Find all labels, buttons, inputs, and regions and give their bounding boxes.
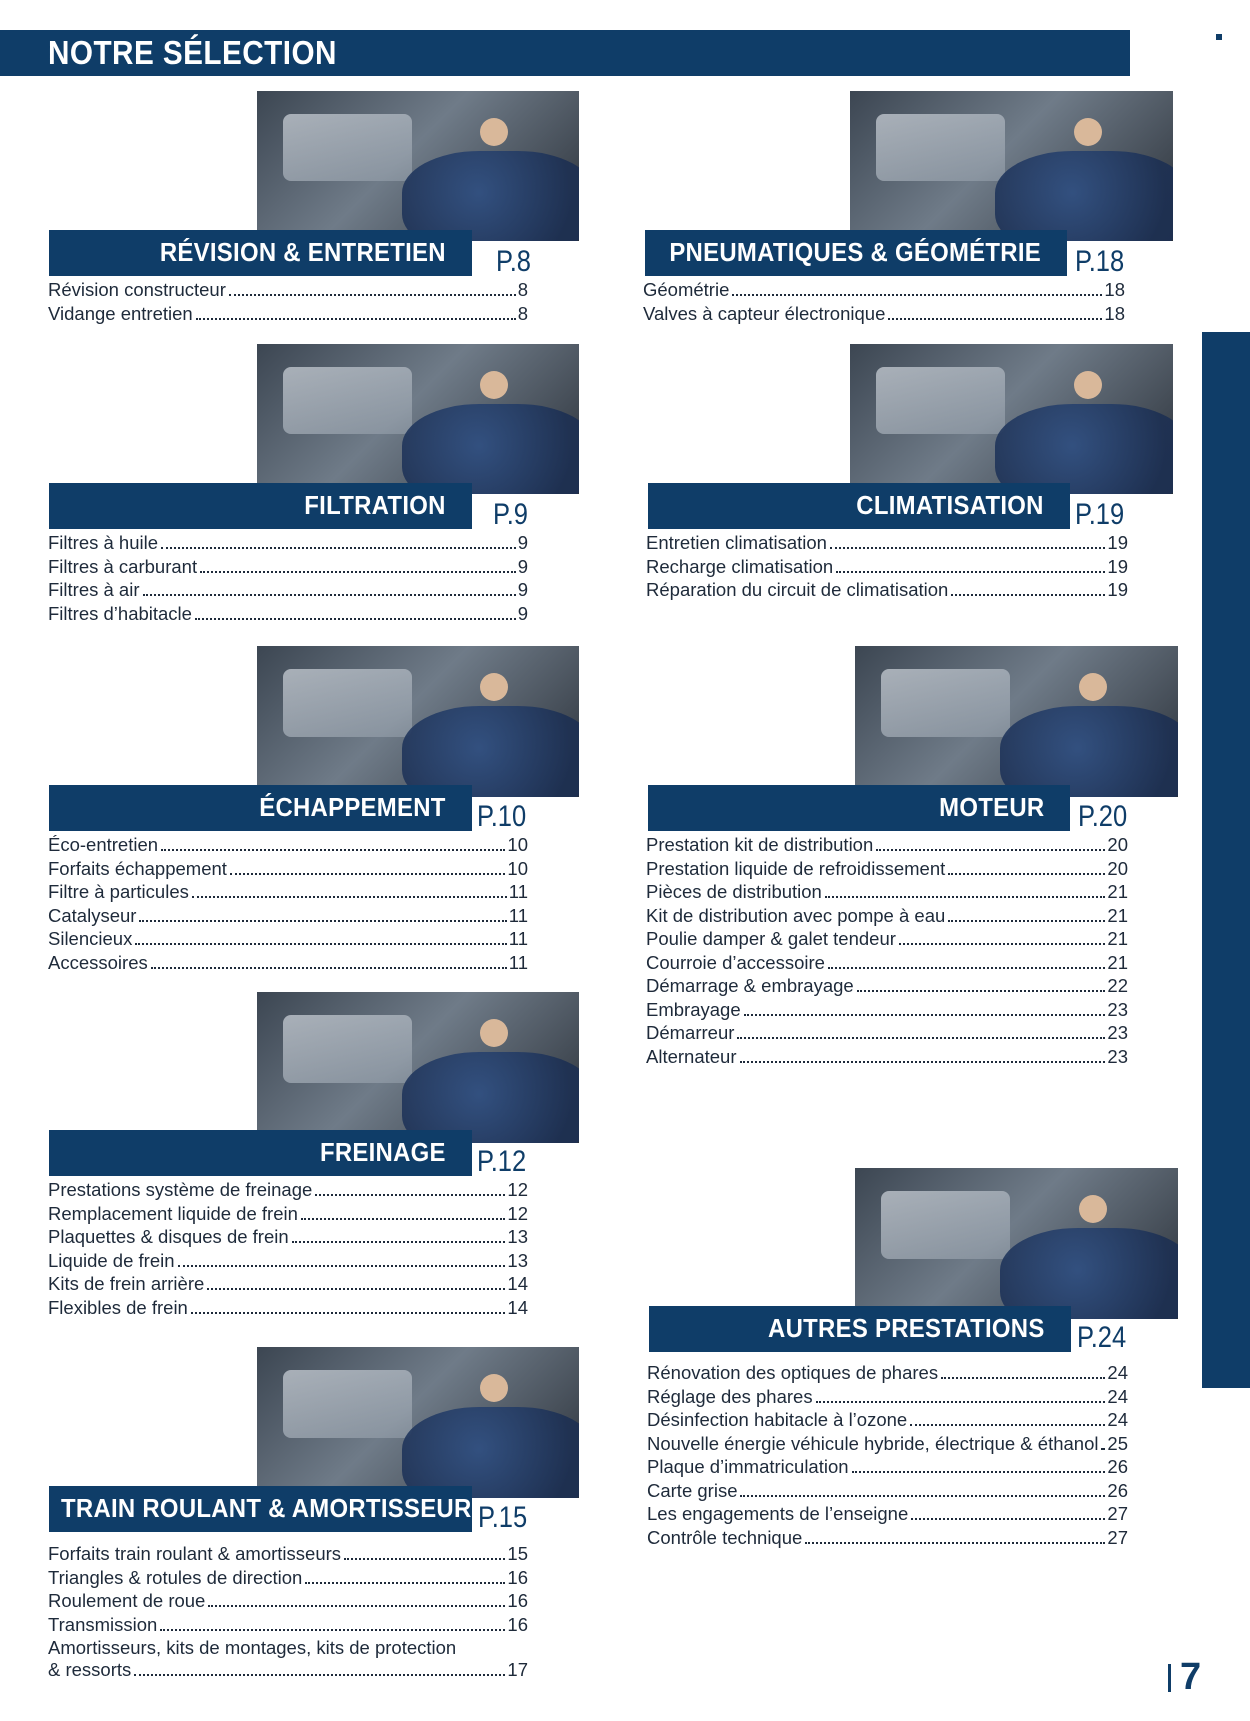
section-title-revision: RÉVISION & ENTRETIEN [160, 237, 446, 267]
photo-freinage [257, 992, 579, 1143]
item-label: Liquide de frein [48, 1249, 175, 1271]
page-title: NOTRE SÉLECTION [48, 34, 337, 71]
photo-pneumatiques [850, 91, 1173, 241]
list-item [48, 579, 528, 603]
item-page: 8 [517, 279, 528, 300]
item-page: 23 [1107, 1022, 1128, 1043]
item-page: 27 [1107, 1526, 1128, 1548]
item-page: 26 [1107, 1479, 1128, 1501]
item-page: 21 [1107, 881, 1128, 902]
item-label: Vidange entretien [48, 302, 193, 324]
item-page: 23 [1107, 998, 1128, 1020]
list-item [48, 1567, 528, 1591]
item-label: Forfaits train roulant & amortisseurs [48, 1543, 342, 1564]
item-page: 25 [1107, 1432, 1128, 1454]
item-label: Désinfection habitacle à l’ozone [647, 1409, 908, 1430]
photo-echappement [257, 646, 579, 797]
item-label: Démarreur [646, 1022, 735, 1043]
section-title-moteur: MOTEUR [938, 792, 1044, 822]
item-label: Nouvelle énergie véhicule hybride, électrique & éthanol [647, 1432, 1099, 1454]
list-item [646, 881, 1128, 905]
list-item [48, 858, 528, 882]
item-label: Embrayage [646, 998, 741, 1020]
page-ref-train: P.15 [478, 1501, 528, 1534]
item-label: Filtres à air [48, 579, 140, 600]
side-tab [1202, 332, 1250, 1388]
banner-climatisation [648, 483, 1070, 529]
list-item [647, 1456, 1128, 1480]
list-train [48, 1543, 528, 1683]
item-label: Accessoires [48, 951, 148, 973]
list-item [48, 928, 528, 952]
list-item [646, 834, 1128, 858]
item-page: 16 [507, 1590, 528, 1611]
photo-filtration [257, 344, 579, 494]
photo-train [257, 1347, 579, 1498]
banner-filtration [49, 483, 472, 529]
photo-autres [855, 1168, 1178, 1319]
item-label: Filtres à carburant [48, 555, 198, 577]
list-item [48, 1203, 528, 1227]
section-title-autres: AUTRES PRESTATIONS [768, 1313, 1045, 1343]
banner-pneumatiques [645, 230, 1067, 276]
item-page: 14 [507, 1296, 528, 1318]
page-ref-filtration: P.9 [493, 498, 528, 531]
banner-autres [649, 1306, 1071, 1352]
item-page: 24 [1107, 1362, 1128, 1383]
item-label: Kit de distribution avec pompe à eau [646, 904, 946, 926]
list-item [643, 303, 1125, 327]
section-title-echappement: ÉCHAPPEMENT [259, 792, 446, 822]
item-label: Contrôle technique [647, 1526, 803, 1548]
item-page: 16 [507, 1613, 528, 1635]
list-item [643, 279, 1125, 303]
item-page: 24 [1107, 1409, 1128, 1430]
item-label: Triangles & rotules de direction [48, 1566, 303, 1588]
item-label: Géométrie [643, 279, 730, 300]
item-page: 13 [507, 1249, 528, 1271]
photo-moteur [855, 646, 1178, 797]
page-ref-moteur: P.20 [1078, 800, 1128, 833]
item-page: 14 [507, 1273, 528, 1294]
item-page: 9 [517, 602, 528, 624]
list-item [647, 1480, 1128, 1504]
item-label: Kits de frein arrière [48, 1273, 205, 1294]
list-item [48, 532, 528, 556]
item-page: 18 [1104, 279, 1125, 300]
item-page: 27 [1107, 1503, 1128, 1524]
header-bar [0, 30, 1130, 76]
list-item [647, 1409, 1128, 1433]
page-ref-echappement: P.10 [477, 800, 527, 833]
section-title-train: TRAIN ROULANT & AMORTISSEURS [61, 1493, 488, 1523]
list-item [48, 881, 528, 905]
item-page: 24 [1107, 1385, 1128, 1407]
item-label: Valves à capteur électronique [643, 302, 886, 324]
item-label: Éco-entretien [48, 834, 159, 855]
section-title-filtration: FILTRATION [304, 490, 446, 520]
list-item [48, 905, 528, 929]
photo-revision [257, 91, 579, 241]
item-label: Réglage des phares [647, 1385, 813, 1407]
list-climatisation [646, 532, 1128, 603]
item-page: 19 [1107, 579, 1128, 600]
list-echappement [48, 834, 528, 975]
photo-climatisation [850, 344, 1173, 494]
list-item [48, 303, 528, 327]
item-label: Alternateur [646, 1045, 737, 1067]
item-page: 9 [517, 579, 528, 600]
item-label: Remplacement liquide de frein [48, 1202, 298, 1224]
item-page: 21 [1107, 951, 1128, 973]
item-label: Recharge climatisation [646, 555, 834, 577]
item-label: Pièces de distribution [646, 881, 822, 902]
list-item [48, 1250, 528, 1274]
list-item [646, 928, 1128, 952]
item-label: Flexibles de frein [48, 1296, 188, 1318]
item-page: 11 [508, 881, 528, 902]
item-page: 11 [508, 928, 528, 949]
item-label: Rénovation des optiques de phares [647, 1362, 939, 1383]
item-page: 10 [507, 857, 528, 879]
list-item [646, 858, 1128, 882]
banner-moteur [648, 785, 1070, 831]
list-item [646, 975, 1128, 999]
item-label: Plaquettes & disques de frein [48, 1226, 289, 1247]
page-ref-revision: P.8 [496, 245, 531, 278]
item-label: Silencieux [48, 928, 133, 949]
list-freinage [48, 1179, 528, 1320]
list-item [48, 556, 528, 580]
item-page: 9 [517, 532, 528, 553]
list-moteur [646, 834, 1128, 1069]
item-page: 16 [507, 1566, 528, 1588]
list-item [48, 1297, 528, 1321]
item-page: 10 [507, 834, 528, 855]
item-page: 21 [1107, 928, 1128, 949]
list-item [646, 1046, 1128, 1070]
item-label: Roulement de roue [48, 1590, 206, 1611]
item-label: Catalyseur [48, 904, 137, 926]
list-autres [647, 1362, 1128, 1550]
item-label: Filtre à particules [48, 881, 189, 902]
list-item [48, 1590, 528, 1614]
list-item [647, 1503, 1128, 1527]
corner-mark [1216, 34, 1222, 40]
page-ref-pneumatiques: P.18 [1075, 245, 1125, 278]
list-item [647, 1433, 1128, 1457]
item-label: Transmission [48, 1613, 158, 1635]
item-label: Réparation du circuit de climatisation [646, 579, 949, 600]
section-title-climatisation: CLIMATISATION [856, 490, 1044, 520]
page-number: 7 [1180, 1656, 1202, 1698]
list-item [646, 532, 1128, 556]
item-page: 18 [1104, 302, 1125, 324]
page-ref-autres: P.24 [1077, 1321, 1127, 1354]
list-item [646, 905, 1128, 929]
banner-echappement [49, 785, 472, 831]
page-ref-climatisation: P.19 [1075, 498, 1125, 531]
banner-train [49, 1486, 488, 1532]
item-label: Prestation liquide de refroidissement [646, 857, 946, 879]
section-title-freinage: FREINAGE [320, 1137, 446, 1167]
item-page: 12 [507, 1202, 528, 1224]
list-item [646, 999, 1128, 1023]
list-item [48, 279, 528, 303]
item-page: 19 [1107, 555, 1128, 577]
item-label: Prestation kit de distribution [646, 834, 874, 855]
item-label: Filtres à huile [48, 532, 159, 553]
list-item [647, 1362, 1128, 1386]
item-page: 8 [517, 302, 528, 324]
item-page: 26 [1107, 1456, 1128, 1477]
page-ref-freinage: P.12 [477, 1145, 527, 1178]
list-item [48, 1543, 528, 1567]
list-item [647, 1527, 1128, 1551]
item-page: 19 [1107, 532, 1128, 553]
banner-freinage [49, 1130, 472, 1176]
list-item [48, 834, 528, 858]
list-item [646, 556, 1128, 580]
item-label: Courroie d’accessoire [646, 951, 825, 973]
item-label: Les engagements de l’enseigne [647, 1503, 909, 1524]
list-pneumatiques [643, 279, 1125, 326]
list-item [48, 952, 528, 976]
list-item [48, 603, 528, 627]
item-label: Carte grise [647, 1479, 738, 1501]
item-page: 11 [508, 904, 528, 926]
item-page: 15 [507, 1543, 528, 1564]
list-item [48, 1614, 528, 1638]
item-page: 20 [1107, 857, 1128, 879]
list-item [48, 1226, 528, 1250]
item-page: 11 [508, 951, 528, 973]
item-label: Entretien climatisation [646, 532, 827, 553]
list-item [646, 952, 1128, 976]
list-item [647, 1386, 1128, 1410]
item-label: Prestations système de freinage [48, 1179, 313, 1200]
item-label: Poulie damper & galet tendeur [646, 928, 896, 949]
item-page: 9 [517, 555, 528, 577]
item-page: 13 [507, 1226, 528, 1247]
item-label: Démarrage & embrayage [646, 975, 854, 996]
list-item [48, 1273, 528, 1297]
list-item: Amortisseurs, kits de montages, kits de protection & ressorts 17 [48, 1637, 528, 1680]
item-page: 22 [1107, 975, 1128, 996]
item-label: Révision constructeur [48, 279, 226, 300]
banner-revision [49, 230, 472, 276]
item-label: Forfaits échappement [48, 857, 227, 879]
item-label: Filtres d’habitacle [48, 602, 192, 624]
item-page: 23 [1107, 1045, 1128, 1067]
item-label: Plaque d’immatriculation [647, 1456, 849, 1477]
list-filtration [48, 532, 528, 626]
item-page: 20 [1107, 834, 1128, 855]
list-item [48, 1179, 528, 1203]
item-page: 21 [1107, 904, 1128, 926]
section-title-pneumatiques: PNEUMATIQUES & GÉOMÉTRIE [669, 237, 1041, 267]
item-page: 12 [507, 1179, 528, 1200]
list-item [646, 1022, 1128, 1046]
list-item [646, 579, 1128, 603]
list-revision [48, 279, 528, 326]
